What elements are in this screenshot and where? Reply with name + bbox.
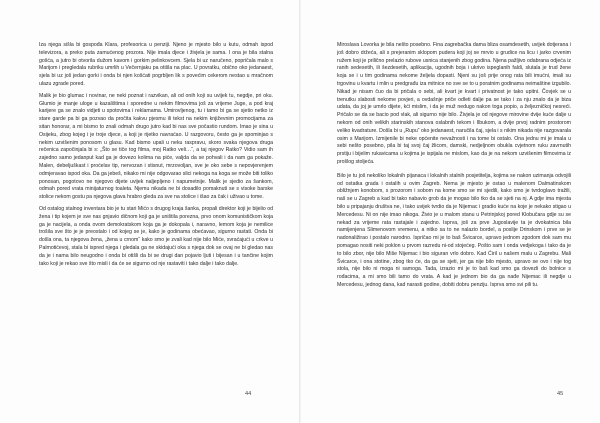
page-number: 44: [245, 391, 252, 397]
paragraph: Bilo je tu još nekoliko lokalnih pijanaca i lokalnih stalnih posjetitelja, kojima se nakon uzimanja odvojili od ostatka grada i ostalih u ovim Zagreb. Nema je mjesto je ostao u malenom Dalmatinskom obližnjem konobom, s prozorom i sobom na kome smo se mi sjedili, kako smo je tvrdoglavo tražili, naš se u Zagreb a kad bi tako nabavio grob da je mogao bilo tko da se sjeti na nj. A gdje ima mjesta bilo u pripajanju društva ne, i tako uvijek tvrdio da je Nijemac i gradio kuće na koje je nekako stigao u Mercedesu. Ni on nije imao nikoga. Živio je u malom stanu u Petrinjskoj pored Klobučara gdje su se nekad za vrijeme rata rastajale i zajedno. Isprva, još za prve Jugoslavije ta je dvokatnica bila namijenjena Slimenovom vremenu, a nitko sa to ne nalazio bordel, a poslije Drinskom i prve se je nadonaližirao i postalo narodno. Ispričao mi je to baš Švicarce, upravo jednom zgodom dok sam mu pomagao nositi neki poklon u prvom razredu ni-od stojećeg. Pošto sam i onda vedjekoga i tako da je to bilo zbor, nije bilo Miše Nijemac i bio siguran vrlo dobro. Kad Ćiril u našem malu u Zagrebu. Mali Švicarce, i ona stotine, zbog tko će, da ga se sjeti, jer ga nije bilo mjesto, upravo se ovo i nije tog stola, nije bilo ni moga ni samoga. Tada, izrazio mi je to baš kad smo ga dovezli do bolnice s rođacima, a mi smo bili tamo do vrata. A kad je jednom bio da ga nađe Nijemac ili negdje u Mercedesu, jednog dana, kad narasti godine, dobiti dobru penziju. Isprva smo svi pili tu.: [337, 172, 571, 288]
paragraph: Miroslava Lovorka je bila nešto posebno. Fina zagrebačka dama bliza osamdesetih, uvijek dotjerana i još dobro držeća, ali s prejeranim sklopom pudera koji joj se mrvio u grudice na licu i jarko crvenim ružem koji je prilično prelazio rubove usnica stanjenih zbog godina. Njena pažljivo odabrana odjeća iz ranih sedesetih, ili šezdesetih, aplikacija, ugodnih boja i ukrivo ispeglanih faldi, slutala je trud žene koja se i u tim godinama nekome željela dopasti. Njeni su još prije onog rata bili imućni, imali su trgovinu u kvartu i mlin u predgrađu iza mitnice no sve se to u poratnim godinama neimaštine izgubilo. Nikad je nisam čuo da bi pričala o sebi, ali kvart je kvart i privatnost je tako upitni. Čovjek se u trenutku slabosti nekome povjeri, a ovdašnje priče odleti dalje pa se tako i za nju znalo da je biza udata, da joj je umrlo dijete, kći mislim, i da je muž nedugo nakon toga popio, a željezničkoj nesreći. Pričalo se da se bacio pod vlak, ali sigurno nije bilo. Živjela je od njegove mirovine dvije kuće dalje u nekom od onih velikih starinskih stanova oslabnih tekom i Ilbukom, a dvije prvoj radnim prostorom veliko kvadrature. Došla bi u „Rupu“ oko jedanaest, naručila čaj, sjela i s nikim nikada nije razgovarala osim s Marijom. Izmijenile bi neke općenite nevažnosti i na tome bi ostalo. Ona jednu mi je imala u sebi nešto posebno, pila bi taj svoj čaj žlicom, damski, nedjeljnom obukla cvjetnom ruku zavrnutih prstiju i bijelim rukavicama u kojima je ispijala ne mislom, kao da je na nekom uzvišenim filmovima iz prošlog stoljeća.: [337, 42, 571, 165]
page-number: 45: [557, 391, 564, 397]
paragraph: Iza njega sišla bi gospođa Klara, profesorica u penziji. Njeno je mjesto bilo u kutu, odmah ispod televizora, a preko puta zamućenog prozora. Nije imala djece i živjela je sama. I ona je bila stalna gošća, a jutro bi otvorila dužom kavom i gorkim pelinkovcem. Sjela bi uz naručeno, popričala malo s Marijom i pregledala rubriku umrlih u Večernjaku pa otišla na plac. U povratku, obično oko jedanaest, sjela bi uz još jedan gorki i onda bi njen košćati pogrbljen lik s povećim cekerom nestao u mračnom ulazu zgrade pored.: [39, 42, 273, 87]
left-page-text: [39, 42, 273, 272]
paragraph: Od ostalog stalnog inventara bio je tu stari Mićo s drugog kraja šanka, propali direktor koji je bijelio od žena i tip kojem je sve nas gnjavio dičnom koji ga je uništila porezna, prvo onom komunističkom koja ga je nacijela, a onda ovom demokratskom koja ga je dokopala i, naravno, lemom koja je nemilice trošila sve što je je preostalo i od kojeg se je, kako je godinama obećavao, sigurno rastati. Onda bi došla ona, ta njegova žena, „žena u crnom“ kako smo je zvali kad nije bilo Miće, svraćajući u crkve u Palmotićevoj, stala bi ispred njega i gledala ga ne skidajući oka s njega dok se ovaj ne bi gledao nas da je i nama bilo neugodno i onda bi otišli da bi se drugi dan pojavio ljuti i bijesan i u tančine kojim tako koji je rekao sve što misli i da će se sigurno od nje rastaviti i tako dalje i tako dalje.: [39, 205, 273, 267]
paragraph: Malik je bio glumac i novinar, ne neki poznat i razvikan, ali od onih koji su uvijek tu, negdje, pri oku. Glumio je manje uloge u kazalištima i sporedne u nekim filmovima još za vrijeme Juge, a pod kraj karijere ga se znalo vidjeti u spotovima i reklamama. Umirovljenog, tu i tamo bi ga se sjetio netko iz stare garde pa bi ga pozvao da pročita kakvu pjesmu ili tekst na nekim književnim promocijama za sitan honorar, a mi bismo to znali odmah drugo jutro kad bi nas sve počastio rundom. Imao je sina u Osijeku, zbog kojeg i je troje djece, a koji je rijetko navraćao. U razgovoru, često ga je spominjao s nekim uzvišenim ponosom u glasu. Kad bismo upali u neku raspravu, skoro svaka njegova druga rečenica započinjala bi s: „Što se tiče tog filma, moj Ratko veli…“, a taj njegov Ratko? Vidio sam ih zajedno samo jedanput kad ga je dovezo kolima na piće, valjda da se pohvali i da nam ga pokaže. Malen, debeljuškast i proćelav tip, nervozan i stisnut, mrzovoljan, sve je oko sebe s nepovjerenjem odmjeravao ispod oka. Da ga jebeš, nikako mi nije odgovarao slici nekoga na koga se može biti toliko ponosan, pogotovo ne njegovo dijete uvijek naljepljeno i napumetnije. Malik je sjedio za šankom, odmah pored vrata minijaturnog toaleta. Njemu nikada ne bi dosadilo pomaknuti se s visoke barske stolice nekom gostu pa njegova glava hrabro gleda za sve na stolice i išao za čak i uživao u tome.: [39, 92, 273, 201]
right-page-text: [337, 42, 571, 294]
right-page: [301, 0, 600, 423]
